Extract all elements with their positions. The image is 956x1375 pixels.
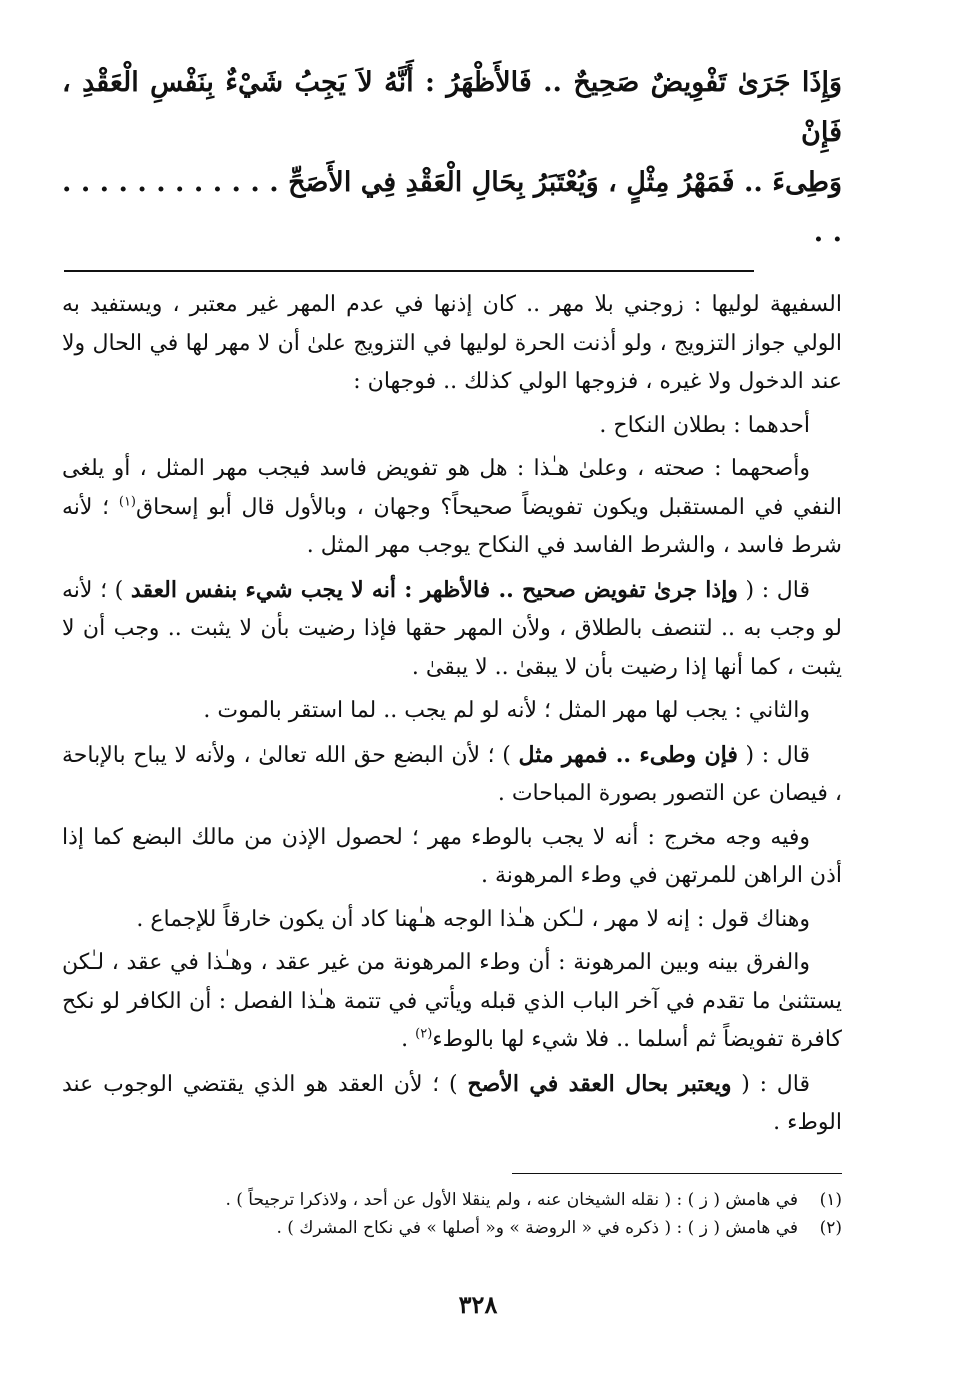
matn-line-2-text: وَطِىءَ .. فَمَهْرُ مِثْلٍ ، وَيُعْتَبَرُ بِحَالِ الْعَقْدِ فِي الأَصَحِّ bbox=[288, 167, 842, 198]
paragraph-5: والثاني : يجب لها مهر المثل ؛ لأنه لو لم يجب .. لما استقر بالموت . bbox=[203, 698, 810, 723]
paragraph-8: وهناك قول : إنه لا مهر ، لـٰكن هـٰذا الوجه هـٰهنا كاد أن يكون خارقاً للإجماع . bbox=[136, 906, 810, 932]
paragraph-4-text: ) ؛ لأنه لو وجب به .. لتنصف بالطلاق ، ولأن المهر حقها فإذا رضيت بأن لا يثبت .. وجب أن لا يثبت ، كما أنها إذا رضيت بأن لا يبقىٰ .. لا يبقىٰ . bbox=[62, 577, 842, 680]
matn-text bbox=[62, 58, 842, 258]
paragraph-7: وفيه وجه مخرج : أنه لا يجب بالوطء مهر ؛ لحصول الإذن من مالك البضع كما إذا أذن الراهن للمرتهن في وطء المرهونة . bbox=[62, 824, 842, 888]
paragraph-9 bbox=[62, 944, 842, 1060]
paragraph-6-text: ) ؛ لأن البضع حق الله تعالىٰ ، ولأنه لا يباح بالإباحة ، فيصان عن التصور بصورة المباحات . bbox=[62, 742, 842, 806]
paragraph-3 bbox=[62, 450, 842, 566]
paragraph-6 bbox=[62, 736, 842, 814]
paragraph-4-open: قال : ( bbox=[737, 577, 810, 603]
paragraph-4 bbox=[62, 571, 842, 688]
footnotes bbox=[62, 1186, 842, 1242]
footnote-1-text: في هامش ( ز ) : ( نقله الشيخان عنه ، ولم ينقلا الأول عن أحد ، ولاذكرا ترجيحاً ) . bbox=[225, 1189, 798, 1210]
paragraph-1: السفيهة لوليها : زوجني بلا مهر .. كان إذنها في عدم المهر غير معتبر ، ويستفيد به الولي جواز التزويج ، ولو أذنت الحرة لوليها في التزويج علىٰ أن لا مهر لها في الحال ولا عند الدخول ولا غيره ، فزوجها الولي كذلك .. فوجهان : bbox=[62, 292, 842, 394]
footnote-1-number: (١) bbox=[819, 1189, 842, 1210]
matn-line-1: وَإِذَا جَرَىٰ تَفْوِيضٌ صَحِيحٌ .. فَالأَظْهَرُ : أَنَّهُ لاَ يَجِبُ شَيْءٌ بِنَفْسِ الْعَقْدِ ، فَإِنْ bbox=[62, 67, 842, 148]
footnote-ref-2[interactable]: (٢) bbox=[415, 1026, 433, 1042]
footnote-divider bbox=[512, 1173, 842, 1174]
paragraph-3-tail: ؛ لأنه شرط فاسد ، والشرط الفاسد في النكاح يوجب مهر المثل . bbox=[62, 494, 842, 558]
paragraph-10-text: ) ؛ لأن العقد هو الذي يقتضي الوجوب عند الوطء . bbox=[62, 1071, 842, 1135]
paragraph-6-quote: فإن وطىء .. فمهر مثل bbox=[518, 741, 738, 768]
footnote-1 bbox=[62, 1186, 842, 1214]
paragraph-9-text: والفرق بينه وبين المرهونة : أن وطء المرهونة من غير عقد ، وهـٰذا في عقد ، لـٰكن يستثنىٰ ما تقدم في آخر الباب الذي قبله ويأتي في تتمة هـٰذا الفصل : أن الكافر لو نكح كافرة تفويضاً ثم أسلما .. فلا شيء لها بالوطء bbox=[62, 950, 842, 1052]
footnote-2-text: في هامش ( ز ) : ( ذكره في « الروضة » و« أصلها » في نكاح المشرك ) . bbox=[276, 1217, 798, 1238]
paragraph-9-tail: . bbox=[401, 1027, 416, 1052]
paragraph-3-text: وأصحهما : صحته ، وعلىٰ هـٰذا : هل هو تفويض فاسد فيجب مهر المثل ، أو يلغى النفي في المستقبل ويكون تفويضاً صحيحاً؟ وجهان ، وبالأول قال أبو إسحاق bbox=[62, 456, 842, 520]
paragraph-10 bbox=[62, 1065, 842, 1143]
paragraph-10-open: قال : ( bbox=[731, 1071, 810, 1097]
paragraph-4-quote: وإذا جرىٰ تفويض صحيح .. فالأظهر : أنه لا يجب شيء بنفس العقد bbox=[130, 576, 738, 603]
matn-divider bbox=[64, 270, 754, 272]
paragraph-10-quote: ويعتبر بحال العقد في الأصح bbox=[467, 1070, 732, 1097]
paragraph-6-open: قال : ( bbox=[737, 742, 810, 768]
footnote-ref-1[interactable]: (١) bbox=[118, 494, 136, 510]
sharh-text bbox=[62, 286, 842, 1143]
footnote-2-number: (٢) bbox=[819, 1217, 842, 1238]
paragraph-2: أحدهما : بطلان النكاح . bbox=[599, 412, 810, 438]
page-body bbox=[62, 58, 842, 1242]
matn-dots: . . . . . . . . . . . . . . bbox=[62, 167, 842, 248]
footnote-2 bbox=[62, 1214, 842, 1242]
page-number: ٣٢٨ bbox=[458, 1290, 498, 1319]
matn-line-2 bbox=[62, 158, 842, 258]
